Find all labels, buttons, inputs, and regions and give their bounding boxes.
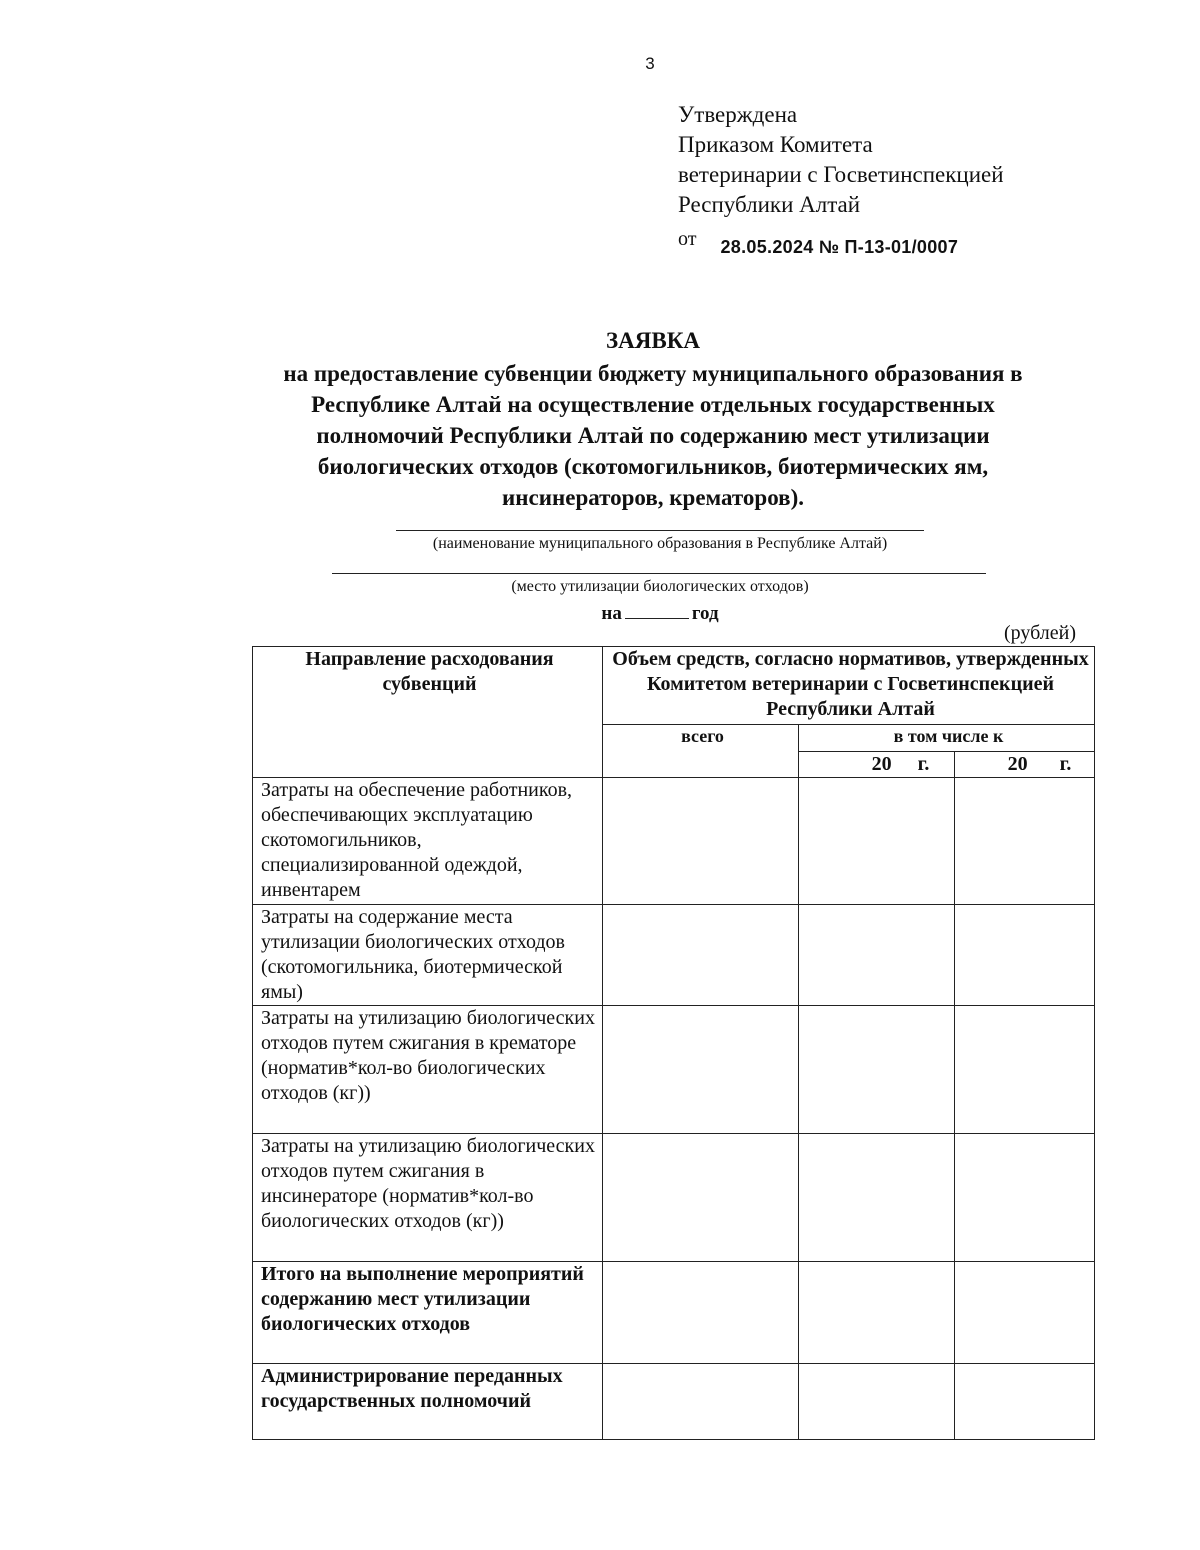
subtitle-line: на предоставление субвенции бюджету муниципального образования в [283,361,1023,386]
subtitle-line: биологических отходов (скотомогильников, биотермических ям, [317,454,989,479]
cell-total[interactable] [603,1262,799,1364]
row-label: Затраты на утилизацию биологических отходов путем сжигания в крематоре (норматив*кол-во биологических отходов (кг)) [253,1006,603,1134]
subtitle-line: Республике Алтай на осуществление отдельных государственных [311,392,995,417]
header-year-b [955,752,1095,778]
cell-total[interactable] [603,1364,799,1440]
cell-year-a[interactable] [799,1262,955,1364]
budget-table [252,646,1095,1440]
document-subtitle [200,358,1106,513]
cell-year-b[interactable] [955,1006,1095,1134]
cell-year-a[interactable] [799,1364,955,1440]
cell-year-b[interactable] [955,1262,1095,1364]
year-a-suffix: г. [917,753,930,775]
table-row [253,1262,1095,1364]
subtitle-line: инсинераторов, крематоров). [502,485,804,510]
page-number: 3 [645,54,655,73]
disposal-site-caption: (место утилизации биологических отходов) [511,578,809,595]
subtitle-line: полномочий Республики Алтай по содержанию мест утилизации [316,423,990,448]
approval-from-label: от [678,228,697,250]
approval-order-stamp: 28.05.2024 № П-13-01/0007 [720,237,959,257]
units-label: (рублей) [1003,622,1076,644]
row-label: Затраты на обеспечение работников, обеспечивающих эксплуатацию скотомогильников, специализированной одеждой, инвентарем [253,778,603,905]
table-row [253,1006,1095,1134]
approval-date-line [678,224,1004,262]
approval-line: Республики Алтай [678,192,861,217]
row-label: Затраты на содержание места утилизации биологических отходов (скотомогильника, биотермической ямы) [253,905,603,1006]
year-a-prefix: 20 [871,753,892,775]
cell-year-b[interactable] [955,1364,1095,1440]
row-label: Затраты на утилизацию биологических отходов путем сжигания в инсинераторе (норматив*кол-во биологических отходов (кг)) [253,1134,603,1262]
row-label: Итого на выполнение мероприятий содержанию мест утилизации биологических отходов [253,1262,603,1364]
table-row [253,1134,1095,1262]
cell-total[interactable] [603,778,799,905]
header-including: в том числе к [799,725,1095,752]
approval-line: Утверждена [678,102,798,127]
row-label: Администрирование переданных государственных полномочий [253,1364,603,1440]
cell-total[interactable] [603,1134,799,1262]
year-suffix: год [691,603,719,624]
table-row [253,1364,1095,1440]
approval-line: Приказом Комитета [678,132,873,157]
disposal-site-field[interactable] [332,573,986,574]
cell-year-b[interactable] [955,905,1095,1006]
year-prefix: на [601,603,622,624]
municipality-name-field[interactable] [396,530,924,531]
year-b-suffix: г. [1059,753,1072,775]
cell-year-b[interactable] [955,778,1095,905]
cell-year-a[interactable] [799,778,955,905]
approval-line: ветеринарии с Госветинспекцией [678,162,1004,187]
header-direction: Направление расходования субвенций [253,647,603,778]
cell-year-a[interactable] [799,905,955,1006]
year-b-prefix: 20 [1007,753,1028,775]
table-row [253,778,1095,905]
year-line [560,600,760,625]
cell-total[interactable] [603,1006,799,1134]
cell-year-a[interactable] [799,1134,955,1262]
header-year-a [799,752,955,778]
cell-year-a[interactable] [799,1006,955,1134]
header-total: всего [603,725,799,778]
document-title: ЗАЯВКА [606,328,700,353]
year-field[interactable] [625,600,689,619]
municipality-name-caption: (наименование муниципального образования в Республике Алтай) [432,535,888,552]
table-row [253,905,1095,1006]
approval-block [678,100,1004,262]
cell-total[interactable] [603,905,799,1006]
header-volume: Объем средств, согласно нормативов, утвержденных Комитетом ветеринарии с Госветинспекцией Республики Алтай [603,647,1095,725]
cell-year-b[interactable] [955,1134,1095,1262]
